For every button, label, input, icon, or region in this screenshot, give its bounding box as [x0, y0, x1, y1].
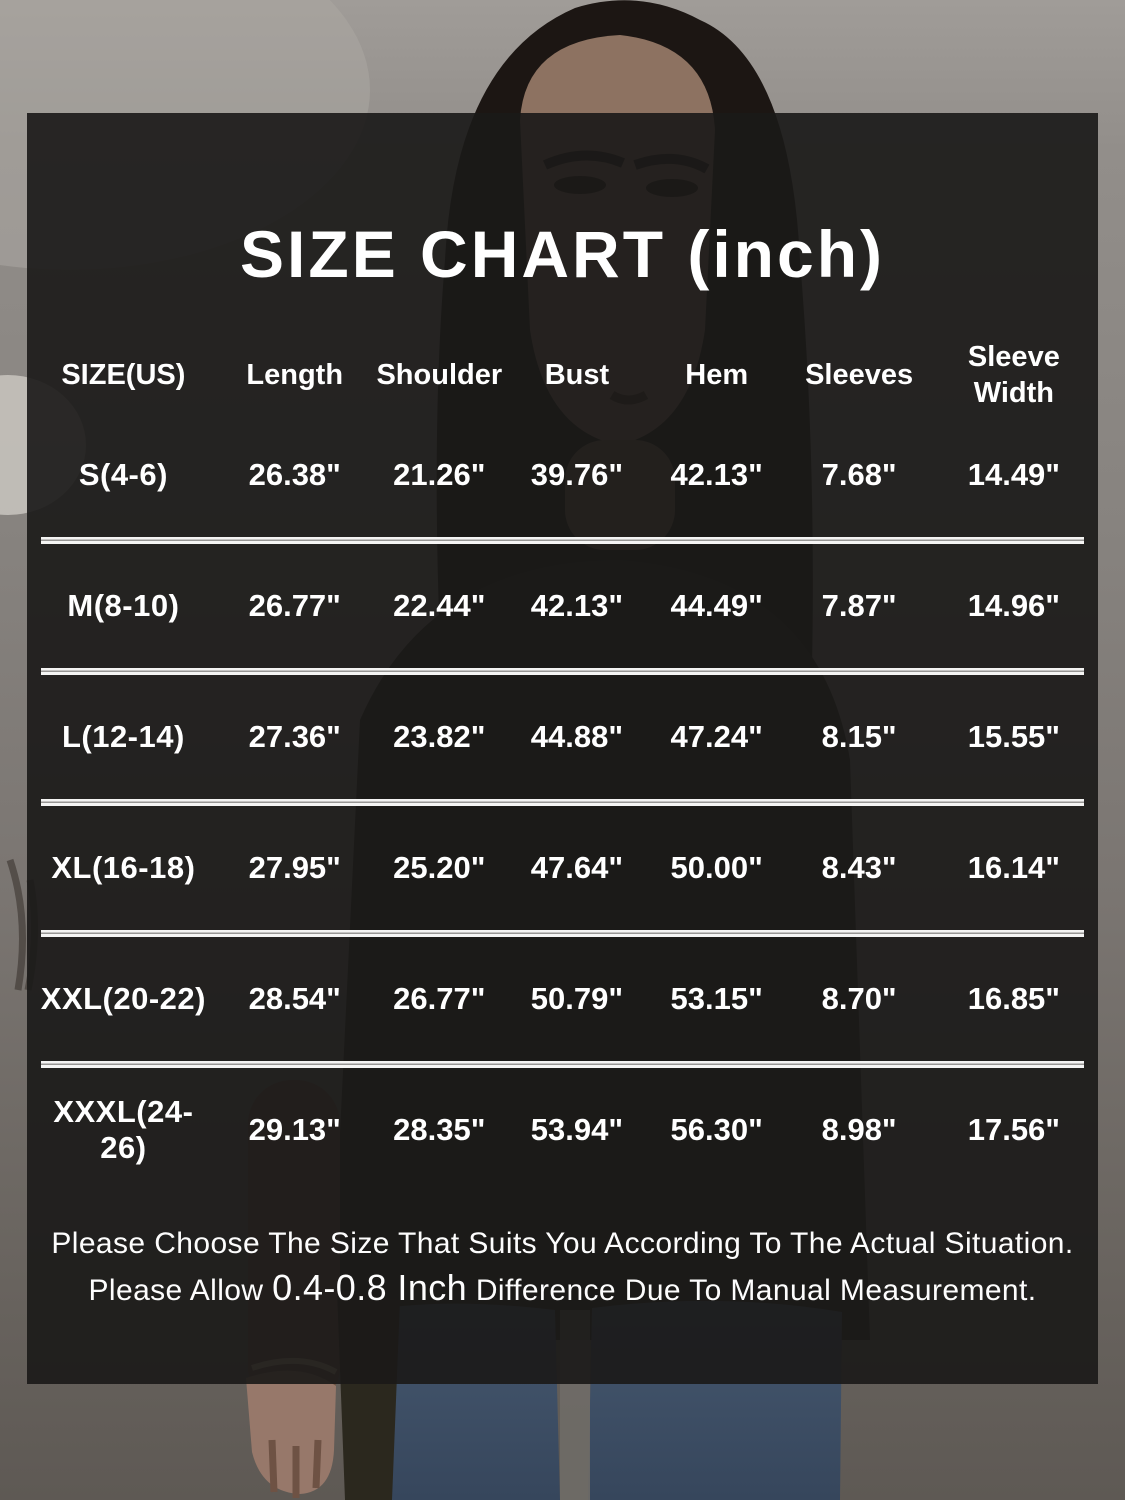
note-line-2-suffix: Difference Due To Manual Measurement. [467, 1274, 1037, 1307]
measurement-value: 15.55" [967, 719, 1060, 754]
size-label: XXL(20-22) [40, 981, 206, 1016]
size-chart-title: SIZE CHART (inch) [240, 217, 885, 291]
row-separator [41, 930, 1084, 937]
table-header-row [27, 327, 1098, 423]
row-separator [41, 668, 1084, 675]
measurement-value: 23.82" [393, 719, 486, 754]
table-row-l-12-14 [27, 685, 1098, 789]
measurement-value: 26.77" [393, 981, 486, 1016]
column-header-sleeves: Sleeves [805, 358, 914, 391]
measurement-value: 27.36" [248, 719, 341, 754]
measurement-value: 14.96" [967, 588, 1060, 623]
table-row-s-4-6 [27, 423, 1098, 527]
table-body [27, 423, 1098, 1182]
measurement-value: 44.88" [530, 719, 624, 754]
note-line-2-prefix: Please Allow [88, 1274, 273, 1307]
measurement-value: 7.68" [821, 457, 897, 492]
column-header-bust: Bust [544, 358, 610, 391]
note-line-2 [27, 1266, 1098, 1313]
row-separator [41, 799, 1084, 806]
hand [246, 1371, 336, 1494]
table-row-xxxl-24-26 [27, 1078, 1098, 1182]
note-line-1: Please Choose The Size That Suits You According To The Actual Situation. [51, 1227, 1074, 1260]
table-row-xl-16-18 [27, 816, 1098, 920]
measurement-value: 16.85" [967, 981, 1060, 1016]
measurement-value: 53.94" [530, 1112, 624, 1147]
size-label: XL(16-18) [51, 850, 196, 885]
column-header-hem: Hem [685, 358, 749, 391]
measurement-value: 26.38" [248, 457, 341, 492]
column-header-sleeve-width: Sleeve Width [967, 340, 1060, 409]
measurement-value: 8.15" [821, 719, 897, 754]
size-label: M(8-10) [67, 588, 180, 623]
size-chart-overlay-panel [27, 113, 1098, 1384]
measurement-value: 29.13" [248, 1112, 341, 1147]
measurement-value: 39.76" [530, 457, 624, 492]
measurement-value: 26.77" [248, 588, 341, 623]
measurement-value: 25.20" [393, 850, 486, 885]
measurement-value: 50.00" [670, 850, 763, 885]
measurement-value: 8.98" [821, 1112, 897, 1147]
measurement-value: 7.87" [821, 588, 897, 623]
measurement-value: 22.44" [393, 588, 486, 623]
measurement-value: 53.15" [670, 981, 763, 1016]
size-label: L(12-14) [61, 719, 185, 754]
row-separator [41, 1061, 1084, 1068]
measurement-value: 21.26" [393, 457, 486, 492]
size-label: S(4-6) [78, 457, 168, 492]
measurement-value: 42.13" [670, 457, 763, 492]
table-row-m-8-10 [27, 554, 1098, 658]
column-header-shoulder: Shoulder [376, 358, 503, 391]
measurement-value: 42.13" [530, 588, 624, 623]
measurement-value: 44.49" [670, 588, 763, 623]
measurement-value: 14.49" [967, 457, 1060, 492]
measurement-value: 47.24" [670, 719, 763, 754]
table-row-xxl-20-22 [27, 947, 1098, 1051]
measurement-value: 17.56" [967, 1112, 1060, 1147]
measurement-value: 56.30" [670, 1112, 763, 1147]
measurement-value: 28.54" [248, 981, 341, 1016]
measurement-value: 27.95" [248, 850, 341, 885]
column-header-size-us: SIZE(US) [61, 358, 186, 391]
measurement-value: 50.79" [530, 981, 624, 1016]
measurement-value: 8.70" [821, 981, 897, 1016]
measurement-value: 47.64" [530, 850, 624, 885]
note-tolerance-value: 0.4-0.8 Inch [272, 1267, 468, 1308]
measurement-value: 16.14" [967, 850, 1060, 885]
measurement-value: 28.35" [393, 1112, 486, 1147]
column-header-length: Length [246, 358, 344, 391]
size-label: XXXL(24-26) [53, 1094, 194, 1165]
measurement-value: 8.43" [821, 850, 897, 885]
row-separator [41, 537, 1084, 544]
measurement-note [27, 1222, 1098, 1313]
